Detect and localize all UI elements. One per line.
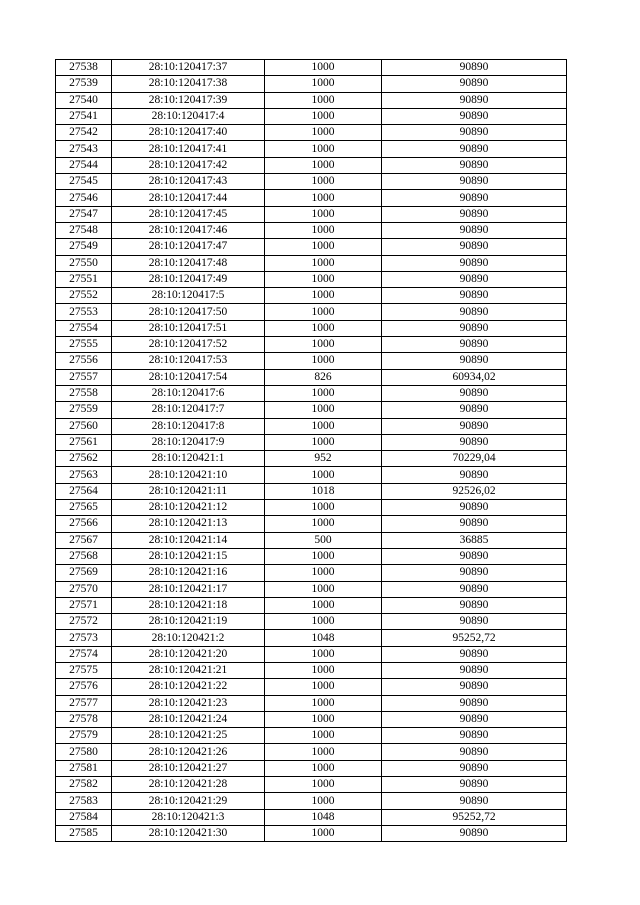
value-cell: 90890 — [382, 157, 567, 173]
row-number-cell: 27550 — [56, 255, 112, 271]
row-number-cell: 27566 — [56, 516, 112, 532]
table-row — [56, 695, 567, 711]
table-row — [56, 434, 567, 450]
value-cell: 90890 — [382, 581, 567, 597]
value-cell: 90890 — [382, 614, 567, 630]
row-number-cell: 27578 — [56, 711, 112, 727]
row-number-cell: 27561 — [56, 434, 112, 450]
area-cell: 1000 — [265, 434, 382, 450]
value-cell: 90890 — [382, 467, 567, 483]
cadastral-number-cell: 28:10:120421:27 — [112, 760, 265, 776]
table-row — [56, 630, 567, 646]
table-row — [56, 451, 567, 467]
table-row — [56, 418, 567, 434]
table-row — [56, 777, 567, 793]
area-cell: 1000 — [265, 320, 382, 336]
row-number-cell: 27543 — [56, 141, 112, 157]
cadastral-number-cell: 28:10:120421:18 — [112, 597, 265, 613]
cadastral-number-cell: 28:10:120421:29 — [112, 793, 265, 809]
row-number-cell: 27538 — [56, 60, 112, 76]
table-row — [56, 662, 567, 678]
value-cell: 90890 — [382, 418, 567, 434]
value-cell: 90890 — [382, 760, 567, 776]
value-cell: 95252,72 — [382, 809, 567, 825]
table-row — [56, 320, 567, 336]
table-row — [56, 206, 567, 222]
cadastral-number-cell: 28:10:120417:7 — [112, 402, 265, 418]
area-cell: 1000 — [265, 304, 382, 320]
row-number-cell: 27544 — [56, 157, 112, 173]
value-cell: 36885 — [382, 532, 567, 548]
table-row — [56, 239, 567, 255]
value-cell: 90890 — [382, 222, 567, 238]
cadastral-number-cell: 28:10:120421:19 — [112, 614, 265, 630]
cadastral-number-cell: 28:10:120421:13 — [112, 516, 265, 532]
table-row — [56, 597, 567, 613]
value-cell: 90890 — [382, 646, 567, 662]
value-cell: 90890 — [382, 385, 567, 401]
row-number-cell: 27551 — [56, 271, 112, 287]
row-number-cell: 27565 — [56, 500, 112, 516]
row-number-cell: 27541 — [56, 108, 112, 124]
area-cell: 1000 — [265, 793, 382, 809]
value-cell: 90890 — [382, 190, 567, 206]
value-cell: 90890 — [382, 728, 567, 744]
cadastral-number-cell: 28:10:120421:15 — [112, 548, 265, 564]
cadastral-number-cell: 28:10:120417:43 — [112, 174, 265, 190]
cadastral-number-cell: 28:10:120421:25 — [112, 728, 265, 744]
area-cell: 1000 — [265, 239, 382, 255]
area-cell: 1000 — [265, 711, 382, 727]
value-cell: 90890 — [382, 825, 567, 841]
table-row — [56, 825, 567, 841]
cadastral-number-cell: 28:10:120417:54 — [112, 369, 265, 385]
row-number-cell: 27579 — [56, 728, 112, 744]
value-cell: 90890 — [382, 711, 567, 727]
area-cell: 1000 — [265, 744, 382, 760]
cadastral-number-cell: 28:10:120417:47 — [112, 239, 265, 255]
value-cell: 90890 — [382, 141, 567, 157]
table-row — [56, 483, 567, 499]
table-row — [56, 614, 567, 630]
cadastral-number-cell: 28:10:120417:46 — [112, 222, 265, 238]
area-cell: 1000 — [265, 125, 382, 141]
row-number-cell: 27583 — [56, 793, 112, 809]
area-cell: 1000 — [265, 206, 382, 222]
area-cell: 1018 — [265, 483, 382, 499]
row-number-cell: 27569 — [56, 565, 112, 581]
area-cell: 1000 — [265, 548, 382, 564]
row-number-cell: 27542 — [56, 125, 112, 141]
table-row — [56, 92, 567, 108]
cadastral-number-cell: 28:10:120421:30 — [112, 825, 265, 841]
row-number-cell: 27574 — [56, 646, 112, 662]
row-number-cell: 27549 — [56, 239, 112, 255]
table-row — [56, 108, 567, 124]
row-number-cell: 27564 — [56, 483, 112, 499]
cadastral-number-cell: 28:10:120421:10 — [112, 467, 265, 483]
area-cell: 1000 — [265, 157, 382, 173]
area-cell: 1000 — [265, 760, 382, 776]
cadastral-number-cell: 28:10:120417:52 — [112, 337, 265, 353]
row-number-cell: 27546 — [56, 190, 112, 206]
cadastral-number-cell: 28:10:120421:11 — [112, 483, 265, 499]
area-cell: 1000 — [265, 695, 382, 711]
area-cell: 1000 — [265, 646, 382, 662]
area-cell: 1000 — [265, 500, 382, 516]
row-number-cell: 27584 — [56, 809, 112, 825]
area-cell: 1000 — [265, 141, 382, 157]
area-cell: 1000 — [265, 581, 382, 597]
table-row — [56, 288, 567, 304]
area-cell: 1000 — [265, 565, 382, 581]
row-number-cell: 27540 — [56, 92, 112, 108]
area-cell: 826 — [265, 369, 382, 385]
table-row — [56, 60, 567, 76]
cadastral-number-cell: 28:10:120421:16 — [112, 565, 265, 581]
value-cell: 90890 — [382, 60, 567, 76]
value-cell: 90890 — [382, 320, 567, 336]
row-number-cell: 27559 — [56, 402, 112, 418]
value-cell: 60934,02 — [382, 369, 567, 385]
area-cell: 1000 — [265, 825, 382, 841]
value-cell: 90890 — [382, 288, 567, 304]
table-row — [56, 760, 567, 776]
area-cell: 1000 — [265, 271, 382, 287]
table-row — [56, 304, 567, 320]
area-cell: 1000 — [265, 402, 382, 418]
cadastral-number-cell: 28:10:120417:5 — [112, 288, 265, 304]
table-row — [56, 581, 567, 597]
cadastral-number-cell: 28:10:120421:21 — [112, 662, 265, 678]
cadastral-number-cell: 28:10:120417:51 — [112, 320, 265, 336]
value-cell: 90890 — [382, 108, 567, 124]
cadastral-number-cell: 28:10:120417:50 — [112, 304, 265, 320]
value-cell: 90890 — [382, 777, 567, 793]
area-cell: 1000 — [265, 174, 382, 190]
table-row — [56, 646, 567, 662]
row-number-cell: 27553 — [56, 304, 112, 320]
row-number-cell: 27580 — [56, 744, 112, 760]
table-row — [56, 744, 567, 760]
row-number-cell: 27585 — [56, 825, 112, 841]
value-cell: 90890 — [382, 695, 567, 711]
area-cell: 952 — [265, 451, 382, 467]
value-cell: 90890 — [382, 76, 567, 92]
value-cell: 70229,04 — [382, 451, 567, 467]
cadastral-number-cell: 28:10:120417:41 — [112, 141, 265, 157]
table-row — [56, 141, 567, 157]
value-cell: 90890 — [382, 744, 567, 760]
table-row — [56, 679, 567, 695]
table-row — [56, 532, 567, 548]
value-cell: 90890 — [382, 337, 567, 353]
value-cell: 90890 — [382, 402, 567, 418]
value-cell: 90890 — [382, 597, 567, 613]
area-cell: 1000 — [265, 222, 382, 238]
table-row — [56, 467, 567, 483]
table-row — [56, 402, 567, 418]
value-cell: 90890 — [382, 125, 567, 141]
table-row — [56, 500, 567, 516]
area-cell: 500 — [265, 532, 382, 548]
area-cell: 1000 — [265, 597, 382, 613]
table-row — [56, 548, 567, 564]
cadastral-number-cell: 28:10:120417:48 — [112, 255, 265, 271]
table-row — [56, 190, 567, 206]
value-cell: 90890 — [382, 353, 567, 369]
data-table — [55, 59, 567, 842]
area-cell: 1000 — [265, 467, 382, 483]
cadastral-number-cell: 28:10:120421:20 — [112, 646, 265, 662]
area-cell: 1000 — [265, 92, 382, 108]
row-number-cell: 27576 — [56, 679, 112, 695]
cadastral-number-cell: 28:10:120421:22 — [112, 679, 265, 695]
cadastral-number-cell: 28:10:120421:14 — [112, 532, 265, 548]
row-number-cell: 27568 — [56, 548, 112, 564]
table-row — [56, 385, 567, 401]
row-number-cell: 27548 — [56, 222, 112, 238]
table-row — [56, 76, 567, 92]
area-cell: 1000 — [265, 728, 382, 744]
area-cell: 1000 — [265, 337, 382, 353]
area-cell: 1048 — [265, 809, 382, 825]
value-cell: 90890 — [382, 92, 567, 108]
row-number-cell: 27571 — [56, 597, 112, 613]
row-number-cell: 27555 — [56, 337, 112, 353]
area-cell: 1000 — [265, 288, 382, 304]
area-cell: 1000 — [265, 385, 382, 401]
row-number-cell: 27563 — [56, 467, 112, 483]
area-cell: 1000 — [265, 60, 382, 76]
area-cell: 1000 — [265, 353, 382, 369]
area-cell: 1000 — [265, 679, 382, 695]
value-cell: 90890 — [382, 174, 567, 190]
row-number-cell: 27539 — [56, 76, 112, 92]
row-number-cell: 27545 — [56, 174, 112, 190]
value-cell: 90890 — [382, 239, 567, 255]
cadastral-number-cell: 28:10:120417:53 — [112, 353, 265, 369]
cadastral-number-cell: 28:10:120417:9 — [112, 434, 265, 450]
table-row — [56, 711, 567, 727]
area-cell: 1000 — [265, 516, 382, 532]
cadastral-number-cell: 28:10:120421:28 — [112, 777, 265, 793]
value-cell: 90890 — [382, 206, 567, 222]
value-cell: 90890 — [382, 516, 567, 532]
row-number-cell: 27577 — [56, 695, 112, 711]
value-cell: 92526,02 — [382, 483, 567, 499]
cadastral-number-cell: 28:10:120417:45 — [112, 206, 265, 222]
area-cell: 1000 — [265, 418, 382, 434]
value-cell: 90890 — [382, 271, 567, 287]
row-number-cell: 27547 — [56, 206, 112, 222]
row-number-cell: 27562 — [56, 451, 112, 467]
cadastral-number-cell: 28:10:120417:4 — [112, 108, 265, 124]
table-row — [56, 565, 567, 581]
area-cell: 1000 — [265, 614, 382, 630]
area-cell: 1000 — [265, 76, 382, 92]
cadastral-number-cell: 28:10:120417:38 — [112, 76, 265, 92]
table-row — [56, 255, 567, 271]
row-number-cell: 27581 — [56, 760, 112, 776]
cadastral-number-cell: 28:10:120421:2 — [112, 630, 265, 646]
value-cell: 90890 — [382, 255, 567, 271]
cadastral-number-cell: 28:10:120417:42 — [112, 157, 265, 173]
row-number-cell: 27573 — [56, 630, 112, 646]
row-number-cell: 27582 — [56, 777, 112, 793]
table-row — [56, 809, 567, 825]
value-cell: 95252,72 — [382, 630, 567, 646]
value-cell: 90890 — [382, 500, 567, 516]
area-cell: 1000 — [265, 662, 382, 678]
table-row — [56, 516, 567, 532]
value-cell: 90890 — [382, 793, 567, 809]
row-number-cell: 27567 — [56, 532, 112, 548]
table-row — [56, 728, 567, 744]
value-cell: 90890 — [382, 679, 567, 695]
row-number-cell: 27556 — [56, 353, 112, 369]
cadastral-number-cell: 28:10:120417:8 — [112, 418, 265, 434]
cadastral-number-cell: 28:10:120417:49 — [112, 271, 265, 287]
row-number-cell: 27558 — [56, 385, 112, 401]
row-number-cell: 27554 — [56, 320, 112, 336]
cadastral-number-cell: 28:10:120417:6 — [112, 385, 265, 401]
table-row — [56, 353, 567, 369]
area-cell: 1000 — [265, 190, 382, 206]
table-row — [56, 793, 567, 809]
cadastral-number-cell: 28:10:120417:37 — [112, 60, 265, 76]
cadastral-number-cell: 28:10:120421:1 — [112, 451, 265, 467]
table-row — [56, 337, 567, 353]
table-row — [56, 222, 567, 238]
area-cell: 1000 — [265, 108, 382, 124]
value-cell: 90890 — [382, 548, 567, 564]
area-cell: 1000 — [265, 777, 382, 793]
cadastral-number-cell: 28:10:120421:3 — [112, 809, 265, 825]
cadastral-number-cell: 28:10:120421:23 — [112, 695, 265, 711]
area-cell: 1000 — [265, 255, 382, 271]
row-number-cell: 27575 — [56, 662, 112, 678]
table-row — [56, 125, 567, 141]
value-cell: 90890 — [382, 565, 567, 581]
value-cell: 90890 — [382, 434, 567, 450]
area-cell: 1048 — [265, 630, 382, 646]
table-body — [56, 60, 567, 842]
cadastral-number-cell: 28:10:120417:44 — [112, 190, 265, 206]
row-number-cell: 27570 — [56, 581, 112, 597]
row-number-cell: 27572 — [56, 614, 112, 630]
row-number-cell: 27552 — [56, 288, 112, 304]
row-number-cell: 27557 — [56, 369, 112, 385]
cadastral-number-cell: 28:10:120421:24 — [112, 711, 265, 727]
value-cell: 90890 — [382, 662, 567, 678]
cadastral-number-cell: 28:10:120421:26 — [112, 744, 265, 760]
cadastral-number-cell: 28:10:120417:39 — [112, 92, 265, 108]
row-number-cell: 27560 — [56, 418, 112, 434]
cadastral-number-cell: 28:10:120421:17 — [112, 581, 265, 597]
table-row — [56, 271, 567, 287]
cadastral-number-cell: 28:10:120417:40 — [112, 125, 265, 141]
table-row — [56, 369, 567, 385]
table-row — [56, 174, 567, 190]
table-row — [56, 157, 567, 173]
value-cell: 90890 — [382, 304, 567, 320]
cadastral-number-cell: 28:10:120421:12 — [112, 500, 265, 516]
